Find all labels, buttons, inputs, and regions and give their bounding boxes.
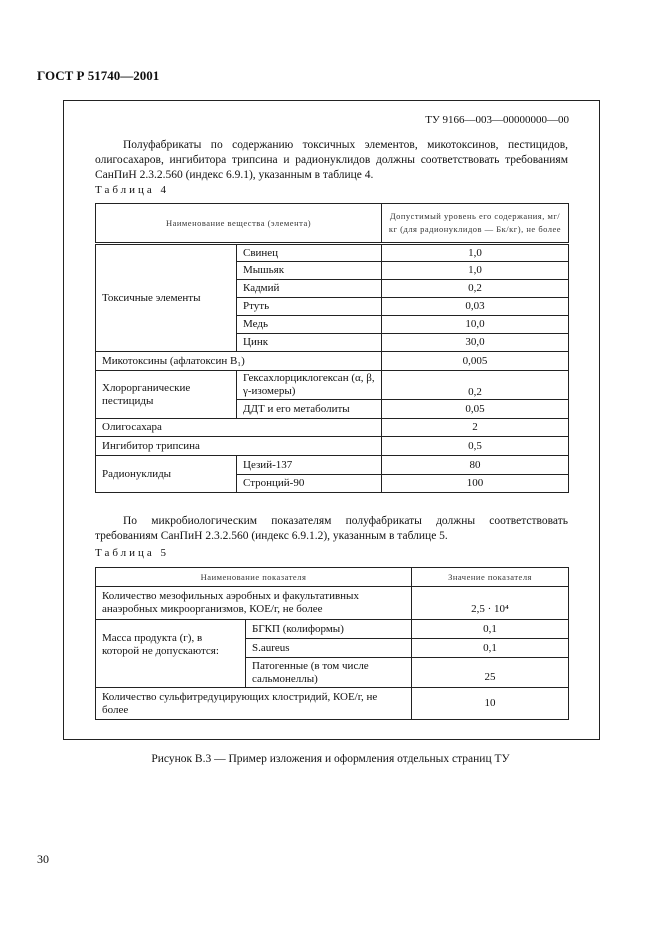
t4-cell: Ртуть (237, 298, 382, 316)
t4-cell: 2 (382, 419, 569, 437)
t5-cell: 0,1 (412, 639, 569, 658)
t4-toxic-group: Токсичные элементы (96, 244, 237, 352)
t4-head-name: Наименование вещества (элемента) (96, 204, 382, 244)
t4-cell: 10,0 (382, 316, 569, 334)
figure-caption: Рисунок В.3 — Пример изложения и оформления отдельных страниц ТУ (151, 753, 510, 765)
t4-cell: Цезий-137 (237, 456, 382, 475)
t4-cell: Ингибитор трипсина (96, 437, 382, 456)
t4-cell: 0,03 (382, 298, 569, 316)
t4-cell: Стронций-90 (237, 475, 382, 493)
t5-head-value: Значение показателя (412, 568, 569, 587)
t5-cell: Количество мезофильных аэробных и факультативных анаэробных микроорганизмов, КОЕ/г, не более (96, 587, 412, 620)
paragraph-1 (95, 138, 568, 183)
t4-cell: Свинец (237, 244, 382, 262)
t5-cell: Количество сульфитредуцирующих клостридий, КОЕ/г, не более (96, 688, 412, 720)
t5-cell: Патогенные (в том числе сальмонеллы) (246, 658, 412, 688)
t4-cell: Медь (237, 316, 382, 334)
paragraph-2-text: По микробиологическим показателям полуфабрикаты должны соответствовать требованиям СанПиН 2.3.2.560 (индекс 6.9.1.2), указанным в таблице 5. (95, 515, 568, 542)
t4-cell: Гексахлорциклогексан (α, β, γ-изомеры) (237, 371, 382, 400)
t4-cell: 0,005 (382, 352, 569, 371)
page-number: 30 (37, 852, 49, 866)
t4-radio-group: Радионуклиды (96, 456, 237, 493)
table5-caption: Таблица 5 (95, 547, 170, 559)
table4-caption: Таблица 4 (95, 184, 170, 196)
tu-code: ТУ 9166—003—00000000—00 (425, 114, 569, 126)
t5-cell: 25 (412, 658, 569, 688)
t4-cell: 0,2 (382, 371, 569, 400)
t4-cell: Микотоксины (афлатоксин B₁) (96, 352, 382, 371)
t4-cell: 80 (382, 456, 569, 475)
t4-cell: 0,5 (382, 437, 569, 456)
t5-mass-group: Масса продукта (г), в которой не допускаются: (96, 620, 246, 688)
paragraph-2 (95, 514, 568, 544)
t4-cell: 100 (382, 475, 569, 493)
t4-pest-group: Хлорорганические пестициды (96, 371, 237, 419)
t4-cell: Кадмий (237, 280, 382, 298)
standard-header: ГОСТ Р 51740—2001 (37, 68, 160, 83)
t4-cell: Мышьяк (237, 262, 382, 280)
t4-cell: Цинк (237, 334, 382, 352)
t4-cell: 1,0 (382, 262, 569, 280)
t5-cell: 0,1 (412, 620, 569, 639)
t5-cell: 10 (412, 688, 569, 720)
table-5 (95, 567, 569, 720)
t4-cell: 30,0 (382, 334, 569, 352)
paragraph-1-text: Полуфабрикаты по содержанию токсичных элементов, микотоксинов, пестицидов, олигосахаров, ингибитора трипсина и радионуклидов должны соответствовать требованиям СанПиН 2.3.2.560 (индекс 6.9.1), указанным в таблице 4. (95, 139, 568, 181)
t5-cell: 2,5 · 10⁴ (412, 587, 569, 620)
t5-cell: БГКП (колиформы) (246, 620, 412, 639)
t4-head-value: Допустимый уровень его содержания, мг/кг (для радионуклидов — Бк/кг), не более (382, 204, 569, 244)
t5-cell: S.aureus (246, 639, 412, 658)
t4-cell: 0,05 (382, 400, 569, 419)
t4-cell: ДДТ и его метаболиты (237, 400, 382, 419)
t5-head-name: Наименование показателя (96, 568, 412, 587)
t4-cell: 1,0 (382, 244, 569, 262)
t4-cell: 0,2 (382, 280, 569, 298)
table-4 (95, 203, 569, 493)
t4-cell: Олигосахара (96, 419, 382, 437)
